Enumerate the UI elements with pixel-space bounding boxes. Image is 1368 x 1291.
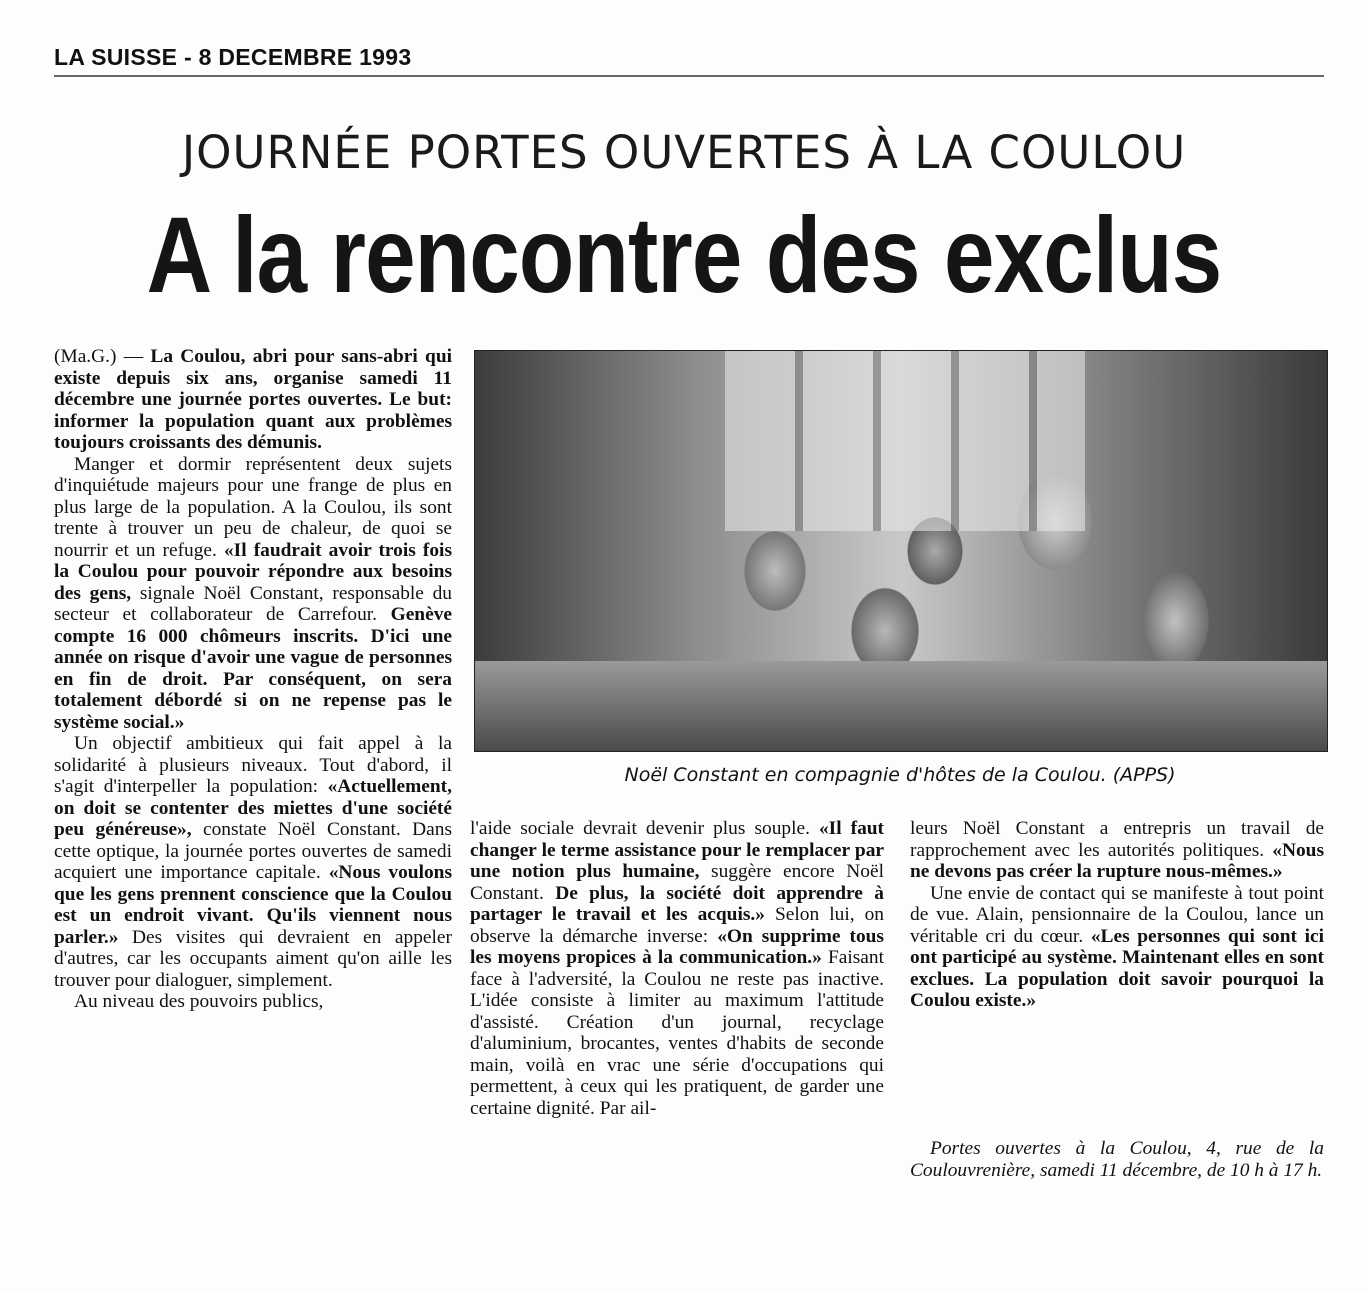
photo-table xyxy=(475,661,1327,751)
paragraph: Au niveau des pouvoirs publics, xyxy=(74,991,324,1012)
event-info: Portes ouvertes à la Coulou, 4, rue de la Coulouvrenière, samedi 11 décembre, de 10 h à 17 h. xyxy=(910,1138,1324,1181)
article-column-2 xyxy=(470,818,884,1119)
paragraph: l'aide sociale devrait devenir plus souple. «Il faut changer le terme assistance pour le remplacer par une notion plus humaine, suggère encore Noël Constant. De plus, la société doit apprendre à partager le travail et les acquis.» Selon lui, on observe la démarche inverse: «On supprime tous les moyens propices à la communication.» Faisant face à l'adversité, la Coulou ne reste pas inactive. L'idée consiste à limiter au maximum l'attitude d'assisté. Création d'un journal, recyclage d'aluminium, brocantes, ventes d'habits de seconde main, voilà en vrac une série d'occupations qui permettent, à ceux qui les pratiquent, de garder une certaine dignité. Par ail- xyxy=(470,818,885,1119)
paragraph: Une envie de contact qui se manifeste à tout point de vue. Alain, pensionnaire de la Coulou, lance un véritable cri du cœur. «Les personnes qui sont ici ont participé au système. Maintenant elles en sont exclues. La population doit savoir pourquoi la Coulou existe.» xyxy=(910,882,1324,1011)
kicker-title: JOURNÉE PORTES OUVERTES À LA COULOU xyxy=(181,126,1187,179)
article-column-3 xyxy=(910,818,1324,1012)
newspaper-header: LA SUISSE - 8 DECEMBRE 1993 xyxy=(54,44,1324,77)
paragraph: leurs Noël Constant a entrepris un travail de rapprochement avec les autorités politiques. «Nous ne devons pas créer la rupture nous-mêmes.» xyxy=(910,818,1324,882)
lead-paragraph: (Ma.G.) — La Coulou, abri pour sans-abri qui existe depuis six ans, organise samedi 11 décembre une journée portes ouvertes. Le but: informer la population quant aux problèmes toujours croissants des démunis. xyxy=(54,346,453,453)
headline: A la rencontre des exclus xyxy=(146,194,1222,315)
article-column-1 xyxy=(54,346,452,1013)
paragraph: Un objectif ambitieux qui fait appel à la solidarité à plusieurs niveaux. Tout d'abord, il s'agit d'interpeller la population: «Actuellement, on doit se contenter des miettes d'une société peu généreuse», constate Noël Constant. Dans cette optique, la journée portes ouvertes de samedi acquiert une importance capitale. «Nous voulons que les gens prennent conscience que la Coulou est un endroit vivant. Qu'ils viennent nous parler.» Des visites qui devraient en appeler d'autres, car les occupants aiment qu'on aille les trouver pour dialoguer, simplement. xyxy=(54,733,452,991)
paragraph: Manger et dormir représentent deux sujets d'inquiétude majeurs pour une frange de plus en plus large de la population. A la Coulou, ils sont trente à trouver un peu de chaleur, de quoi se nourrir et un refuge. «Il faudrait avoir trois fois la Coulou pour pouvoir répondre aux besoins des gens, signale Noël Constant, responsable du secteur et collaborateur de Carrefour. Genève compte 16 000 chômeurs inscrits. D'ici une année on risque d'avoir une vague de personnes en fin de droit. Par conséquent, on sera totalement débordé si on ne repense pas le système social.» xyxy=(54,453,452,733)
article-photo xyxy=(474,350,1328,752)
photo-window xyxy=(725,351,1085,531)
photo-caption: Noël Constant en compagnie d'hôtes de la Coulou. (APPS) xyxy=(624,764,1176,786)
